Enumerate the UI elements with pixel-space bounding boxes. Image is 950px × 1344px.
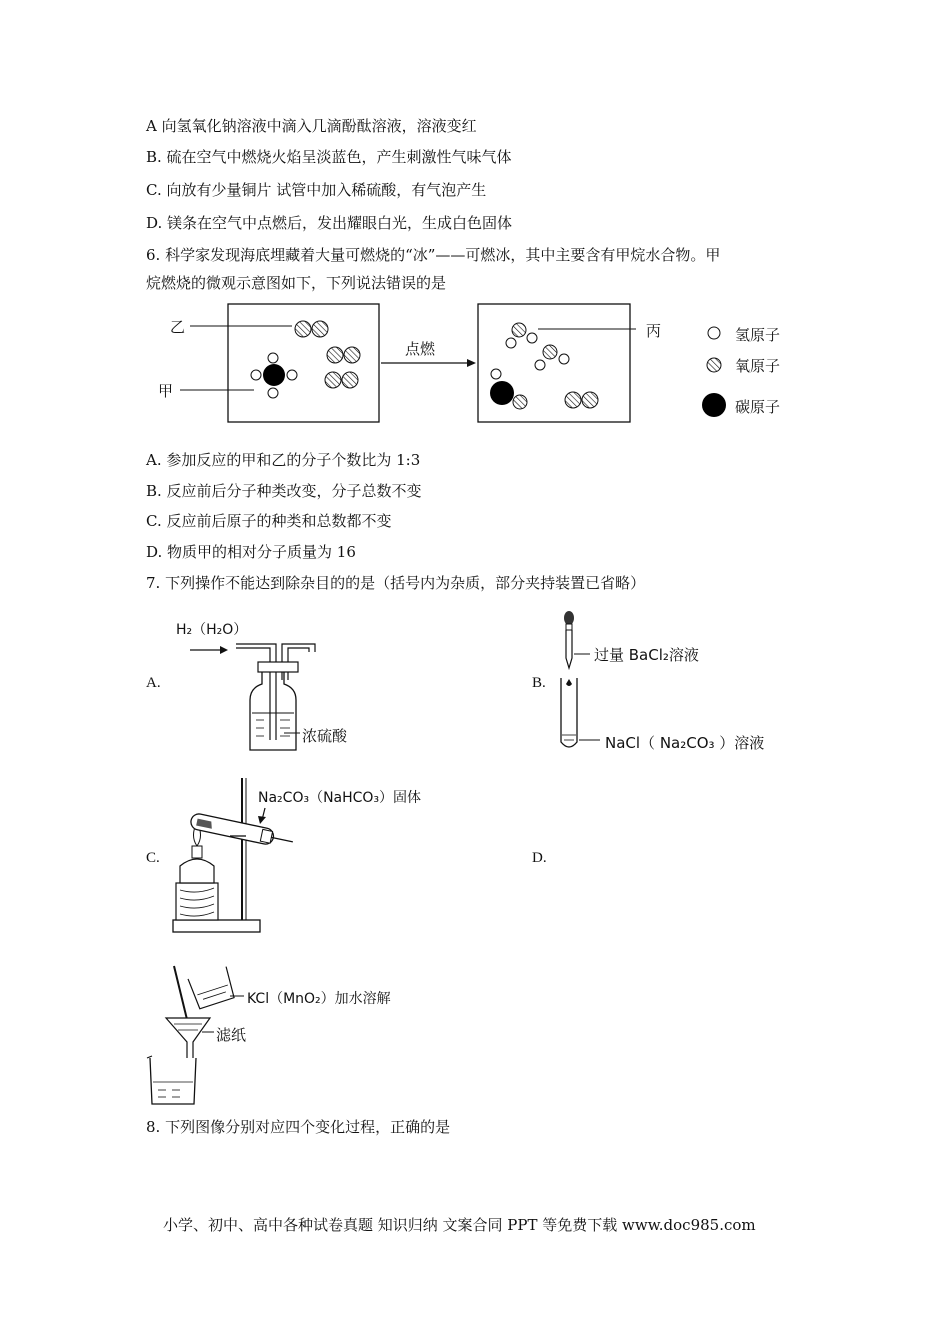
page-footer: 小学、初中、高中各种试卷真题 知识归纳 文案合同 PPT 等免费下载 www.doc985.com xyxy=(163,1216,756,1234)
q7-a-liquid-label: 浓硫酸 xyxy=(302,727,348,745)
q7-c-letter: C. xyxy=(146,850,160,866)
q7-b-reagent-label: 过量 BaCl₂溶液 xyxy=(594,646,699,664)
q6-option-b: B. 反应前后分子种类改变，分子总数不变 xyxy=(146,482,422,500)
q6-option-a: A. 参加反应的甲和乙的分子个数比为 1:3 xyxy=(146,451,421,469)
q6-stem-line1: 6. 科学家发现海底埋藏着大量可燃烧的“冰”——可燃冰，其中主要含有甲烷水合物。甲 xyxy=(146,246,721,264)
q7-a-gas-label: H₂（H₂O） xyxy=(176,622,248,638)
q7-a-letter: A. xyxy=(146,675,161,691)
q6-option-c: C. 反应前后原子的种类和总数都不变 xyxy=(146,512,392,530)
q8-stem: 8. 下列图像分别对应四个变化过程，正确的是 xyxy=(146,1118,451,1136)
legend-hydrogen: 氢原子 xyxy=(735,326,781,344)
arrow-label: 点燃 xyxy=(405,340,436,358)
legend-oxygen: 氧原子 xyxy=(735,357,781,375)
q7-b-solution-label: NaCl（ Na₂CO₃ ）溶液 xyxy=(605,734,765,752)
q7-stem: 7. 下列操作不能达到除杂目的的是（括号内为杂质，部分夹持装置已省略） xyxy=(146,574,646,592)
legend-carbon: 碳原子 xyxy=(735,398,781,416)
label-bing: 丙 xyxy=(646,322,662,340)
label-yi: 乙 xyxy=(170,318,186,336)
q7-d-paper-label: 滤纸 xyxy=(216,1026,247,1044)
q7-c-solid-label: Na₂CO₃（NaHCO₃）固体 xyxy=(258,790,422,806)
q5-option-b: B. 硫在空气中燃烧火焰呈淡蓝色，产生刺激性气味气体 xyxy=(146,148,512,166)
q5-option-d: D. 镁条在空气中点燃后，发出耀眼白光，生成白色固体 xyxy=(146,214,513,232)
q6-stem-line2: 烷燃烧的微观示意图如下，下列说法错误的是 xyxy=(146,274,447,292)
label-jia: 甲 xyxy=(158,382,174,400)
q7-d-mixture-label: KCl（MnO₂）加水溶解 xyxy=(247,991,391,1007)
q7-b-letter: B. xyxy=(532,675,546,691)
q6-option-d: D. 物质甲的相对分子质量为 16 xyxy=(146,543,356,561)
q7-d-letter: D. xyxy=(532,850,547,866)
q5-option-a: A 向氢氧化钠溶液中滴入几滴酚酞溶液，溶液变红 xyxy=(146,117,477,135)
q5-option-c: C. 向放有少量铜片 试管中加入稀硫酸，有气泡产生 xyxy=(146,181,487,199)
